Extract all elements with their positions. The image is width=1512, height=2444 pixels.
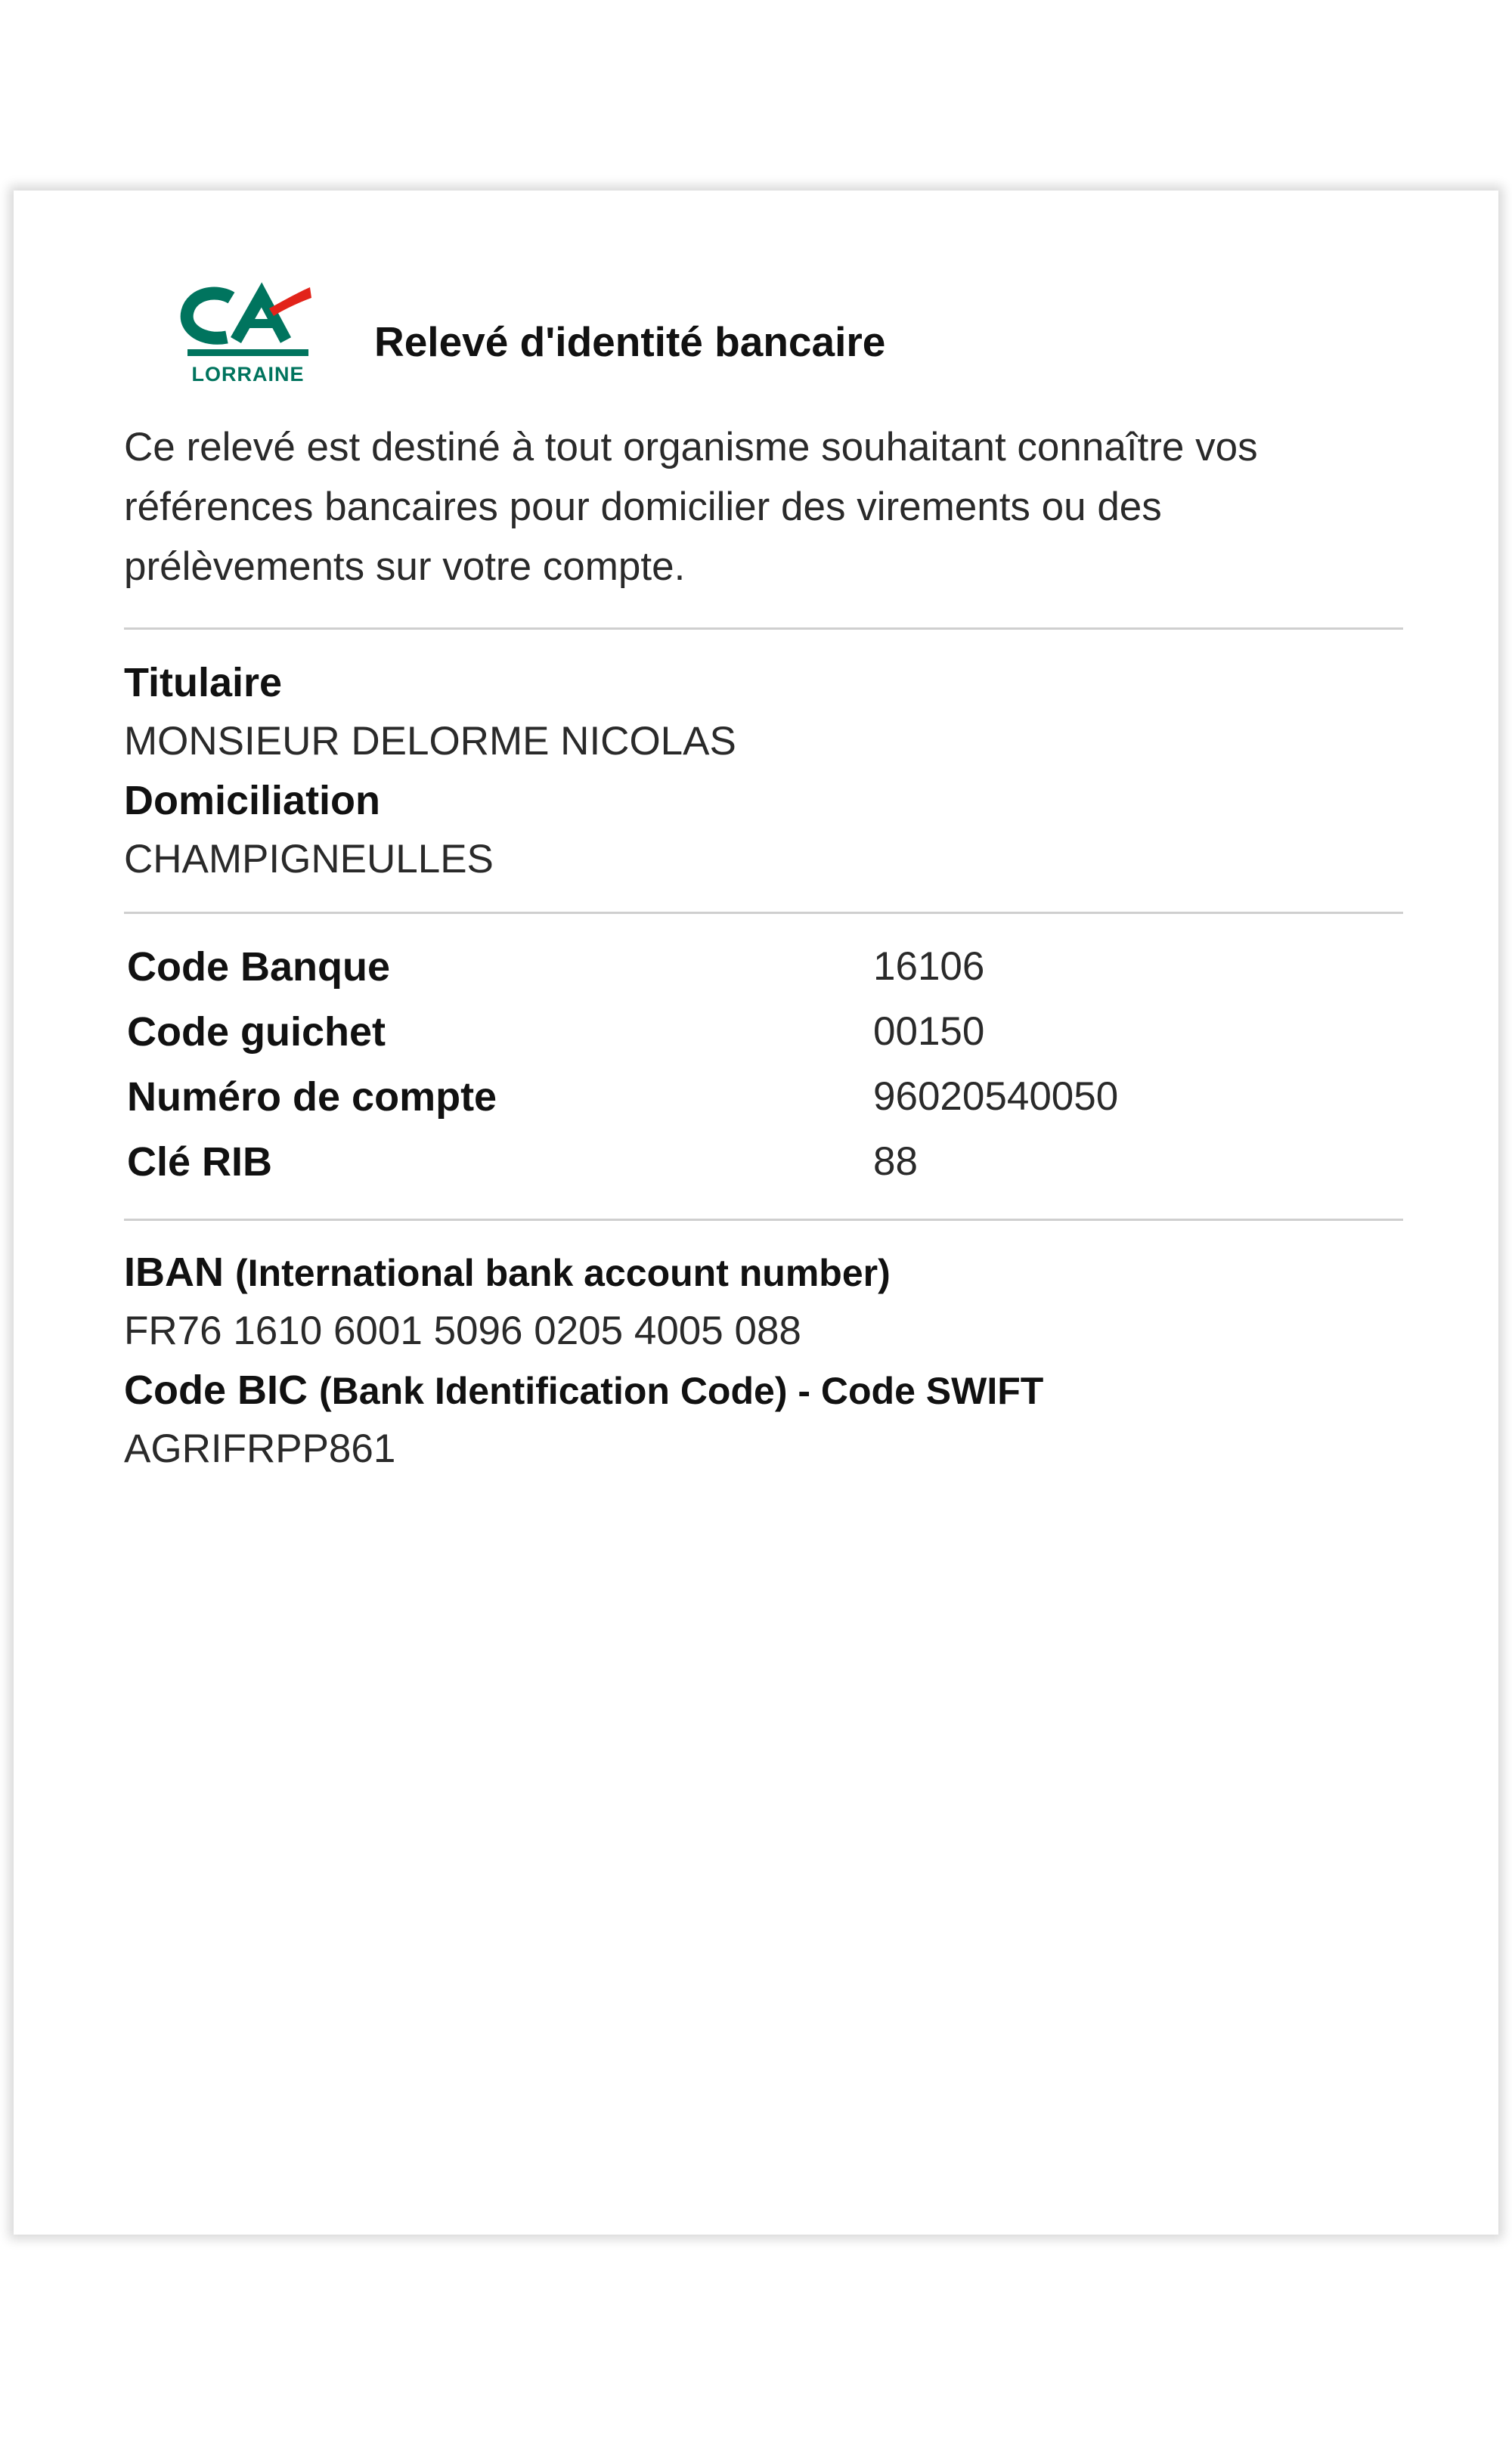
divider bbox=[124, 912, 1403, 914]
holder-value: MONSIEUR DELORME NICOLAS bbox=[124, 719, 736, 764]
bic-label bbox=[124, 1367, 1043, 1414]
intro-line: références bancaires pour domicilier des virements ou des bbox=[124, 485, 1162, 529]
domiciliation-label: Domiciliation bbox=[124, 778, 381, 823]
account-number-value: 96020540050 bbox=[873, 1074, 1119, 1119]
domiciliation-value: CHAMPIGNEULLES bbox=[124, 837, 494, 881]
iban-label-main: IBAN bbox=[124, 1250, 224, 1295]
divider bbox=[124, 1219, 1403, 1221]
holder-label: Titulaire bbox=[124, 660, 283, 705]
bank-code-value: 16106 bbox=[873, 944, 985, 989]
iban-value: FR76 1610 6001 5096 0205 4005 088 bbox=[124, 1309, 801, 1353]
rib-key-value: 88 bbox=[873, 1139, 918, 1184]
intro-paragraph bbox=[124, 417, 1409, 596]
branch-code-value: 00150 bbox=[873, 1009, 985, 1054]
intro-line: Ce relevé est destiné à tout organisme souhaitant connaître vos bbox=[124, 425, 1258, 469]
account-number-label: Numéro de compte bbox=[127, 1074, 497, 1120]
branch-code-label: Code guichet bbox=[127, 1009, 386, 1055]
rib-document bbox=[14, 191, 1498, 2235]
logo-region-text: LORRAINE bbox=[191, 363, 305, 386]
iban-label bbox=[124, 1249, 891, 1296]
bic-value: AGRIFRPP861 bbox=[124, 1426, 396, 1471]
bank-logo bbox=[172, 281, 346, 391]
iban-label-suffix: (International bank account number) bbox=[235, 1252, 891, 1294]
bic-label-suffix: (Bank Identification Code) - Code SWIFT bbox=[319, 1370, 1044, 1412]
bic-label-main: Code BIC bbox=[124, 1368, 308, 1413]
bank-code-label: Code Banque bbox=[127, 944, 391, 990]
document-title: Relevé d'identité bancaire bbox=[374, 318, 886, 365]
rib-key-label: Clé RIB bbox=[127, 1139, 273, 1185]
divider bbox=[124, 627, 1403, 630]
credit-agricole-logo-icon bbox=[172, 281, 324, 364]
intro-line: prélèvements sur votre compte. bbox=[124, 544, 686, 589]
